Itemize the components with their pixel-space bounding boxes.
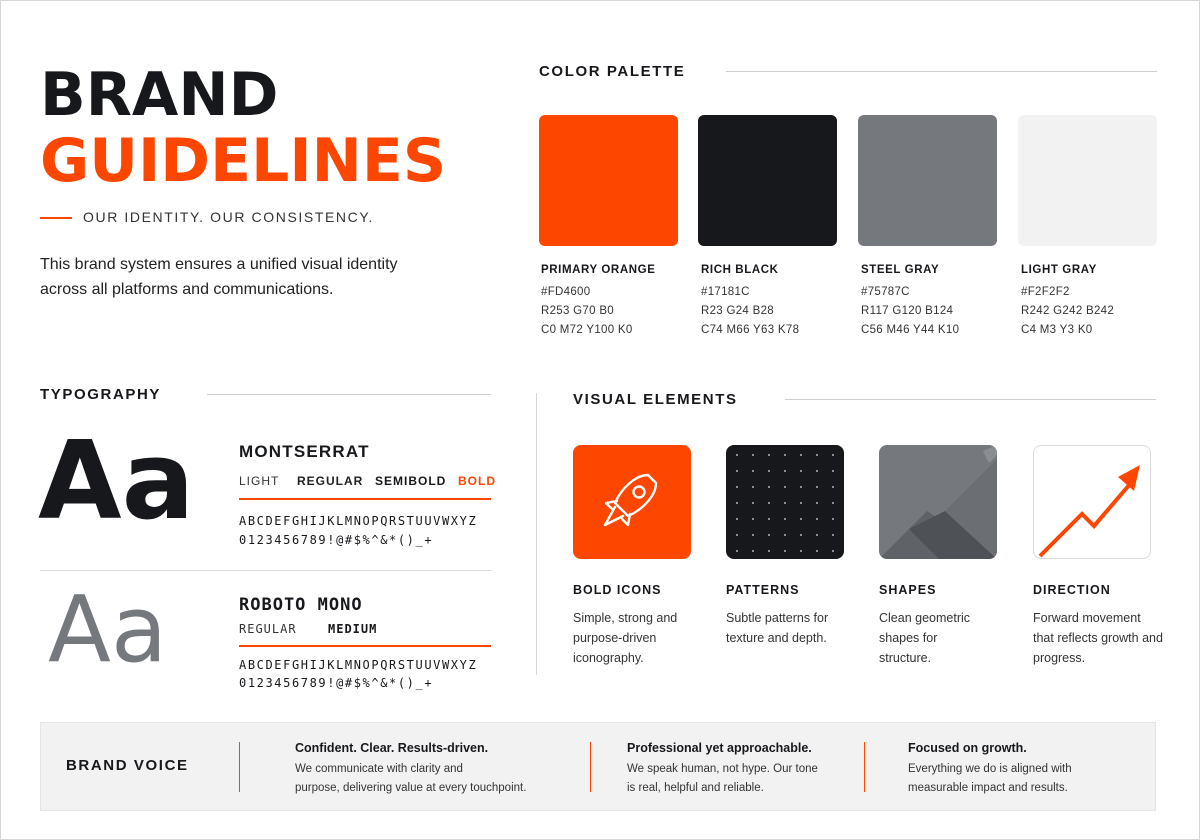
pattern-dot [784,518,786,520]
roboto-mono-sample: Aa [48,576,168,683]
title-line-1: BRAND [40,60,279,130]
pattern-dot [816,486,818,488]
color-rgb: R253 G70 B0 [541,305,614,317]
tagline: OUR IDENTITY. OUR CONSISTENCY. [83,209,374,225]
pattern-dot [784,470,786,472]
pattern-dot [832,486,834,488]
voice-point-line: We communicate with clarity and [295,763,463,775]
pattern-dot [752,534,754,536]
visual-element-desc: Simple, strong and purpose-driven iconography. [573,611,678,665]
visual-element-name: PATTERNS [726,583,800,597]
montserrat-rule [239,498,491,500]
pattern-dot [816,518,818,520]
pattern-dot [800,534,802,536]
pattern-dot [736,502,738,504]
trend-arrow-icon [1034,446,1151,559]
pattern-dot [768,534,770,536]
pattern-dot [768,550,770,552]
montserrat-name: MONTSERRAT [239,442,370,461]
pattern-dot [736,486,738,488]
color-cmyk: C0 M72 Y100 K0 [541,324,633,336]
color-name: RICH BLACK [701,264,779,276]
visual-element-desc: Clean geometric shapes for structure. [879,611,971,665]
voice-separator [864,742,865,792]
voice-point-title: Confident. Clear. Results-driven. [295,741,489,755]
weight-regular: REGULAR [297,474,364,488]
pattern-dot [736,534,738,536]
pattern-dot [768,486,770,488]
pattern-dot [832,550,834,552]
swatch-light-gray [1018,115,1157,246]
typography-divider [40,570,491,571]
color-hex: #F2F2F2 [1021,286,1070,298]
pattern-dot [752,502,754,504]
title-line-2: GUIDELINES [40,126,447,196]
color-cmyk: C4 M3 Y3 K0 [1021,324,1093,336]
voice-point-line: purpose, delivering value at every touchpoint. [295,782,527,794]
visual-elements-heading: VISUAL ELEMENTS [573,391,738,408]
color-rgb: R242 G242 B242 [1021,305,1115,317]
weight-light: LIGHT [239,474,280,488]
pattern-dot [768,518,770,520]
pattern-dot [784,534,786,536]
shapes-tile [879,445,997,559]
typography-heading: TYPOGRAPHY [40,386,162,403]
voice-point-title: Professional yet approachable. [627,741,812,755]
pattern-dot [800,486,802,488]
pattern-dot [800,550,802,552]
geometric-shapes [879,445,997,559]
voice-separator [590,742,591,792]
roboto-mono-alphabet: ABCDEFGHIJKLMNOPQRSTUUVWXYZ [239,658,478,672]
section-divider [536,393,537,675]
pattern-dot [800,454,802,456]
typography-heading-rule [207,394,491,395]
visual-element-name: BOLD ICONS [573,583,662,597]
roboto-mono-numerals: 0123456789!@#$%^&*()_+ [239,676,434,690]
color-name: STEEL GRAY [861,264,940,276]
direction-tile [1033,445,1151,559]
voice-separator [239,742,240,792]
pattern-dot [736,518,738,520]
pattern-dot [752,518,754,520]
color-name: LIGHT GRAY [1021,264,1097,276]
pattern-dot [832,502,834,504]
brand-voice-label: BRAND VOICE [66,757,189,774]
montserrat-numerals: 0123456789!@#$%^&*()_+ [239,533,434,547]
pattern-dot [832,470,834,472]
pattern-dot [816,534,818,536]
visual-element-desc: Forward movement that reflects growth and progress. [1033,611,1163,665]
pattern-dot [816,550,818,552]
color-rgb: R23 G24 B28 [701,305,774,317]
pattern-dot [816,502,818,504]
color-hex: #FD4600 [541,286,591,298]
weight-regular: REGULAR [239,622,297,636]
intro-text: This brand system ensures a unified visual identity across all platforms and communications. [40,256,398,298]
pattern-dot [832,518,834,520]
dot-pattern [726,445,844,559]
swatch-rich-black [698,115,837,246]
palette-heading: COLOR PALETTE [539,63,686,80]
pattern-dot [832,454,834,456]
voice-point-line: measurable impact and results. [908,782,1068,794]
pattern-dot [768,502,770,504]
montserrat-sample: Aa [38,419,195,544]
weight-bold: BOLD [458,474,496,488]
swatch-primary-orange [539,115,678,246]
pattern-dot [800,470,802,472]
visual-elements-heading-rule [785,399,1156,400]
pattern-dot [768,454,770,456]
voice-point-line: is real, helpful and reliable. [627,782,764,794]
pattern-dot [832,534,834,536]
color-cmyk: C56 M46 Y44 K10 [861,324,960,336]
rocket-icon [573,445,691,559]
voice-point-line: We speak human, not hype. Our tone [627,763,818,775]
pattern-dot [736,550,738,552]
voice-point-line: Everything we do is aligned with [908,763,1072,775]
swatch-steel-gray [858,115,997,246]
patterns-tile [726,445,844,559]
montserrat-alphabet: ABCDEFGHIJKLMNOPQRSTUUVWXYZ [239,514,478,528]
voice-point-title: Focused on growth. [908,741,1027,755]
pattern-dot [736,454,738,456]
color-rgb: R117 G120 B124 [861,305,954,317]
pattern-dot [800,518,802,520]
pattern-dot [784,486,786,488]
pattern-dot [768,470,770,472]
pattern-dot [736,470,738,472]
pattern-dot [752,470,754,472]
color-name: PRIMARY ORANGE [541,264,656,276]
roboto-mono-rule [239,645,491,647]
pattern-dot [784,550,786,552]
color-hex: #75787C [861,286,910,298]
visual-element-name: SHAPES [879,583,937,597]
weight-semibold: SEMIBOLD [375,474,447,488]
visual-element-desc: Subtle patterns for texture and depth. [726,611,829,645]
palette-heading-rule [726,71,1157,72]
pattern-dot [784,502,786,504]
weight-medium: MEDIUM [328,622,378,636]
pattern-dot [784,454,786,456]
bold-icons-tile [573,445,691,559]
pattern-dot [752,486,754,488]
pattern-dot [800,502,802,504]
pattern-dot [752,550,754,552]
roboto-mono-name: ROBOTO MONO [239,595,363,615]
color-hex: #17181C [701,286,750,298]
pattern-dot [816,454,818,456]
pattern-dot [816,470,818,472]
visual-element-name: DIRECTION [1033,583,1111,597]
color-cmyk: C74 M66 Y63 K78 [701,324,800,336]
pattern-dot [752,454,754,456]
tagline-rule [40,217,72,219]
